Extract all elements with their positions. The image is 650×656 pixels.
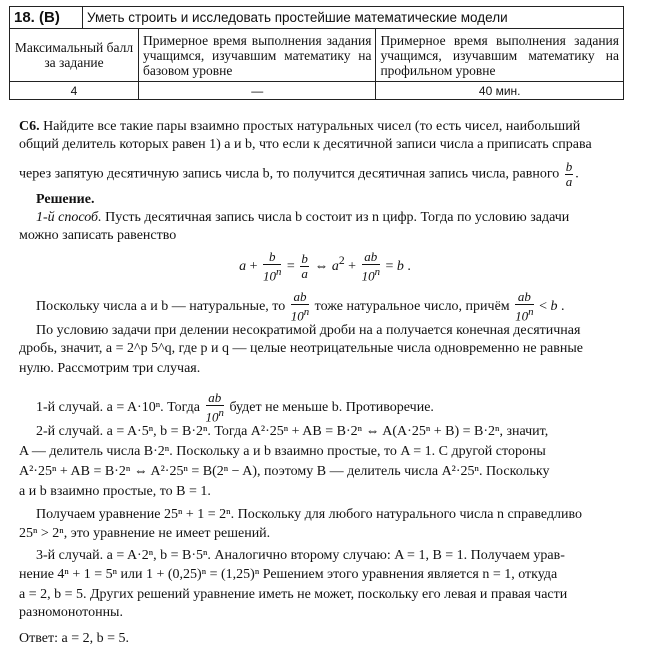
solution-line-3: Поскольку числа a и b — натуральные, то $\frac{ab}{10^n}$ тоже натуральное число, причём $\frac{ab}{10^n}$ < b . bbox=[36, 289, 565, 324]
header-time-basic: Примерное время выполнения задания учащимся, изучавшим математику на базовом уровне bbox=[138, 29, 375, 82]
solution-heading: Решение. bbox=[36, 192, 95, 207]
equation-main: a + $\frac{b}{10^n}$ = $\frac{b}{a}$ ⇔ $a^2$ + $\frac{ab}{10^n}$ = b . bbox=[239, 249, 411, 284]
problem-line-1: С6. Найдите все такие пары взаимно простых натуральных чисел (то есть чисел, наибольший bbox=[19, 119, 581, 134]
solution-line-1: 1-й способ. Пусть десятичная запись числа b состоит из n цифр. Тогда по условию задачи bbox=[36, 210, 570, 225]
problem-line-3: через запятую десятичную запись числа b, то получится десятичная запись числа, равного $\frac{b}{a}$ . bbox=[19, 159, 579, 189]
case-1: 1-й случай. a = A·10ⁿ. Тогда $\frac{ab}{10^n}$ будет не меньше b. Противоречие. bbox=[36, 390, 434, 425]
case-2-line-1: 2-й случай. a = A·5ⁿ, b = B·2ⁿ. Тогда A²·25ⁿ + AB = B·2ⁿ ⇔ A(A·25ⁿ + B) = B·2ⁿ, значит, bbox=[36, 424, 549, 439]
case-3-line-2: нение 4ⁿ + 1 = 5ⁿ или 1 + (0,25)ⁿ = (1,25)ⁿ Решением этого уравнения является n = 1, откуда bbox=[19, 567, 558, 582]
case-3-line-3: a = 2, b = 5. Других решений уравнение иметь не может, поскольку его левая и правая части bbox=[19, 587, 568, 602]
solution-line-5: дробь, значит, a = 2^p 5^q, где p и q — целые неотрицательные числа одновременно не равные bbox=[19, 341, 583, 356]
case-2-line-4: a и b взаимно простые, то B = 1. bbox=[19, 484, 211, 499]
solution-line-6: нулю. Рассмотрим три случая. bbox=[19, 361, 201, 376]
value-time-basic: — bbox=[138, 82, 375, 100]
fraction-b-over-a: $\frac{b}{a}$ bbox=[565, 159, 573, 189]
case-3-line-4: разномонотонны. bbox=[19, 605, 123, 620]
equation-line-1: Получаем уравнение 25ⁿ + 1 = 2ⁿ. Поскольку для любого натурального числа n справедливо bbox=[36, 507, 583, 522]
case-3-line-1: 3-й случай. a = A·2ⁿ, b = B·5ⁿ. Аналогично второму случаю: A = 1, B = 1. Получаем урав- bbox=[36, 548, 565, 563]
value-time-profile: 40 мин. bbox=[376, 82, 624, 100]
task-info-table bbox=[9, 6, 624, 100]
case-2-line-2: A — делитель числа B·2ⁿ. Поскольку a и b взаимно простые, то A = 1. С другой стороны bbox=[19, 444, 546, 459]
value-max-score: 4 bbox=[10, 82, 139, 100]
header-time-profile: Примерное время выполнения задания учащимся, изучавшим математику на профильном уровне bbox=[376, 29, 624, 82]
header-max-score: Максимальный балл за задание bbox=[10, 29, 139, 82]
task-title: Уметь строить и исследовать простейшие математические модели bbox=[83, 7, 624, 29]
problem-line-2: общий делитель которых равен 1) a и b, что если к десятичной записи числа a приписать справа bbox=[19, 137, 592, 152]
case-2-line-3: A²·25ⁿ + AB = B·2ⁿ ⇔ A²·25ⁿ = B(2ⁿ − A), поэтому B — делитель числа A²·25ⁿ. Поскольку bbox=[19, 464, 550, 479]
task-number: 18. (B) bbox=[10, 7, 83, 29]
solution-line-4: По условию задачи при делении несократимой дроби на a получается конечная десятичная bbox=[36, 323, 581, 338]
solution-line-2: можно записать равенство bbox=[19, 228, 177, 243]
problem-label: С6. bbox=[19, 119, 40, 134]
answer: Ответ: a = 2, b = 5. bbox=[19, 631, 129, 646]
equation-line-2: 25ⁿ > 2ⁿ, это уравнение не имеет решений. bbox=[19, 526, 271, 541]
